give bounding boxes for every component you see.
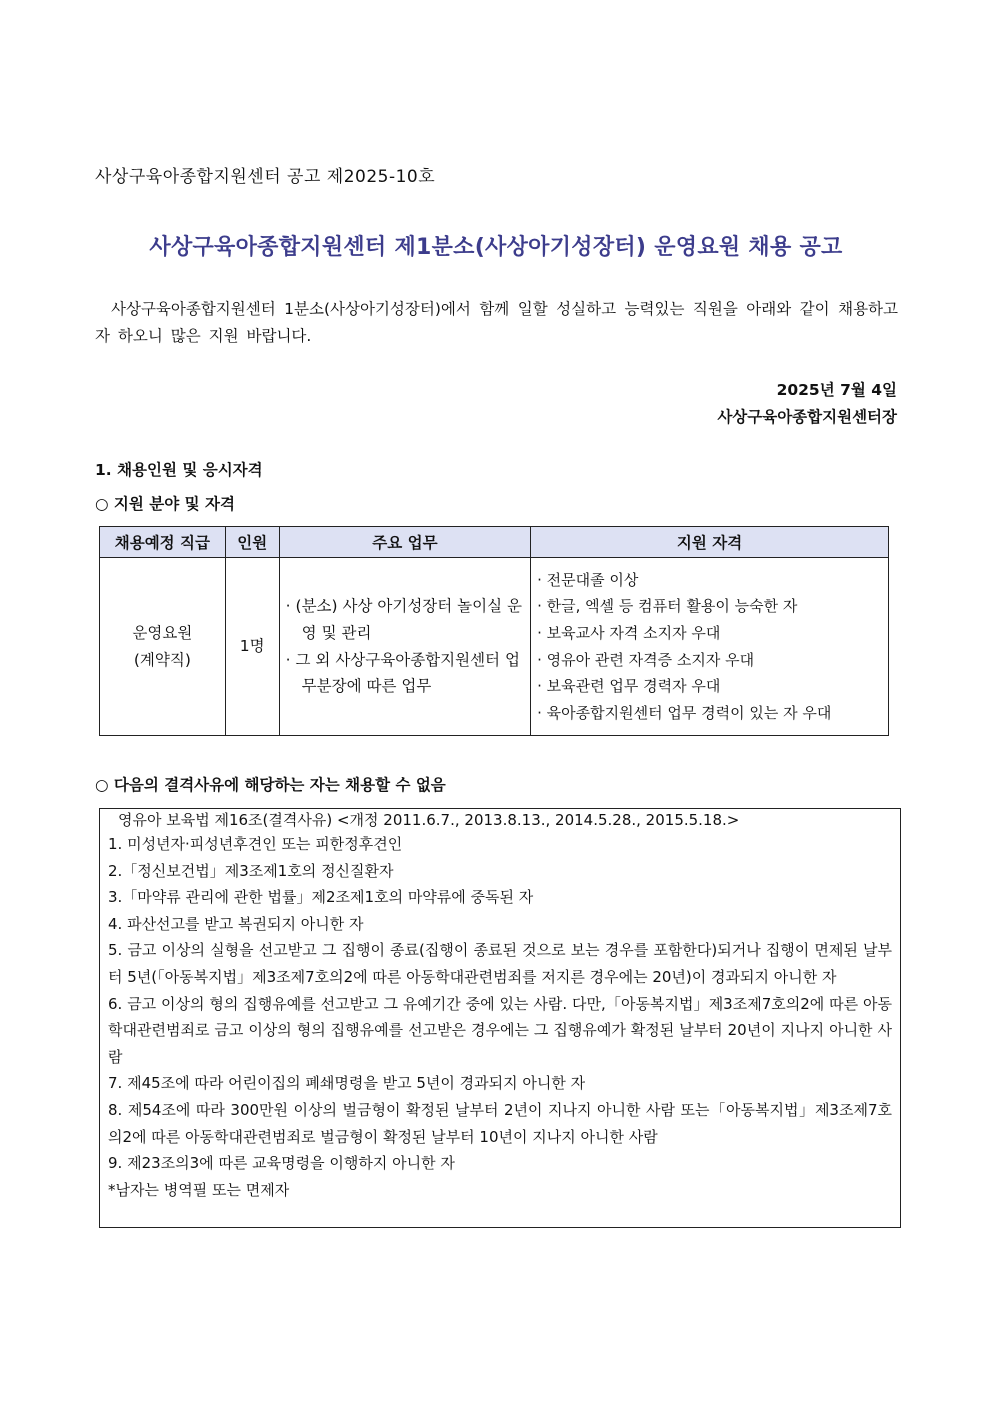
list-item: 6. 금고 이상의 형의 집행유예를 선고받고 그 유예기간 중에 있는 사람. 다만,「아동복지법」제3조제7호의2에 따른 아동학대관련범죄로 금고 이상의 형의 집행유예를 선고받은 경우에는 그 집행유예가 확정된 날부터 20년이 지나지 아니한 사람: [108, 994, 892, 1066]
position-type: (계약직): [133, 650, 191, 669]
list-item: 8. 제54조에 따라 300만원 이상의 벌금형이 확정된 날부터 2년이 지나지 아니한 사람 또는「아동복지법」제3조제7호의2에 따른 아동학대관련범죄로 벌금형이 확정된 날부터 10년이 지나지 아니한 사람: [108, 1100, 892, 1146]
page-title: 사상구육아종합지원센터 제1분소(사상아기성장터) 운영요원 채용 공고: [149, 235, 843, 260]
list-item: · 영유아 관련 자격증 소지자 우대: [537, 650, 755, 669]
law-reference: 영유아 보육법 제16조(결격사유) <개정 2011.6.7., 2013.8.13., 2014.5.28., 2015.5.18.>: [118, 811, 740, 829]
notice-date: 2025년 7월 4일: [776, 381, 897, 399]
list-item: · 그 외 사상구육아종합지원센터 업무분장에 따른 업무: [285, 650, 520, 696]
military-note: *남자는 병역필 또는 면제자: [108, 1180, 290, 1199]
recruitment-table: [99, 526, 889, 736]
list-item: · (분소) 사상 아기성장터 놀이실 운영 및 관리: [285, 597, 522, 642]
sub-heading-disqualification: ○ 다음의 결격사유에 해당하는 자는 채용할 수 없음: [95, 776, 446, 794]
position-title: 운영요원: [132, 623, 193, 642]
issuer-name: 사상구육아종합지원센터장: [717, 408, 897, 426]
list-item: · 한글, 엑셀 등 컴퓨터 활용이 능숙한 자: [537, 597, 798, 616]
list-item: · 보육교사 자격 소지자 우대: [537, 623, 721, 642]
section-heading-recruitment: 1. 채용인원 및 응시자격: [95, 461, 263, 479]
list-item: 5. 금고 이상의 실형을 선고받고 그 집행이 종료(집행이 종료된 것으로 보는 경우를 포함한다)되거나 집행이 면제된 날부터 5년(「아동복지법」제3조제7호의2에 따른 아동학대관련범죄를 저지른 경우에는 20년)이 경과되지 아니한 자: [108, 941, 892, 986]
column-header-qualifications: 지원 자격: [531, 527, 889, 558]
cell-qualifications: [531, 558, 889, 736]
table-row: [100, 558, 889, 736]
column-header-position: 채용예정 직급: [100, 527, 226, 558]
list-item: 9. 제23조의3에 따른 교육명령을 이행하지 아니한 자: [108, 1154, 455, 1173]
list-item: 4. 파산선고를 받고 복권되지 아니한 자: [108, 914, 364, 933]
list-item: 2.「정신보건법」제3조제1호의 정신질환자: [108, 861, 394, 880]
notice-number: 사상구육아종합지원센터 공고 제2025-10호: [95, 167, 436, 187]
list-item: 3.「마약류 관리에 관한 법률」제2조제1호의 마약류에 중독된 자: [108, 888, 534, 907]
cell-count: 1명: [225, 558, 279, 736]
disqualification-box: [99, 808, 901, 1228]
qualifications-list: [537, 567, 882, 727]
list-item: · 전문대졸 이상: [537, 570, 639, 589]
column-header-duties: 주요 업무: [279, 527, 530, 558]
list-item: · 보육관련 업무 경력자 우대: [537, 677, 721, 696]
list-item: 7. 제45조에 따라 어린이집의 폐쇄명령을 받고 5년이 경과되지 아니한 자: [108, 1074, 586, 1093]
cell-duties: [279, 558, 530, 736]
list-item: 1. 미성년자·피성년후견인 또는 피한정후견인: [108, 835, 403, 853]
list-item: · 육아종합지원센터 업무 경력이 있는 자 우대: [537, 703, 832, 722]
duties-list: [286, 593, 524, 699]
table-header-row: [100, 527, 889, 558]
cell-position: [100, 558, 226, 736]
intro-paragraph: 사상구육아종합지원센터 1분소(사상아기성장터)에서 함께 일할 성실하고 능력있는 직원을 아래와 같이 채용하고자 하오니 많은 지원 바랍니다.: [95, 300, 898, 345]
column-header-count: 인원: [225, 527, 279, 558]
sub-heading-qualifications: ○ 지원 분야 및 자격: [95, 495, 235, 513]
